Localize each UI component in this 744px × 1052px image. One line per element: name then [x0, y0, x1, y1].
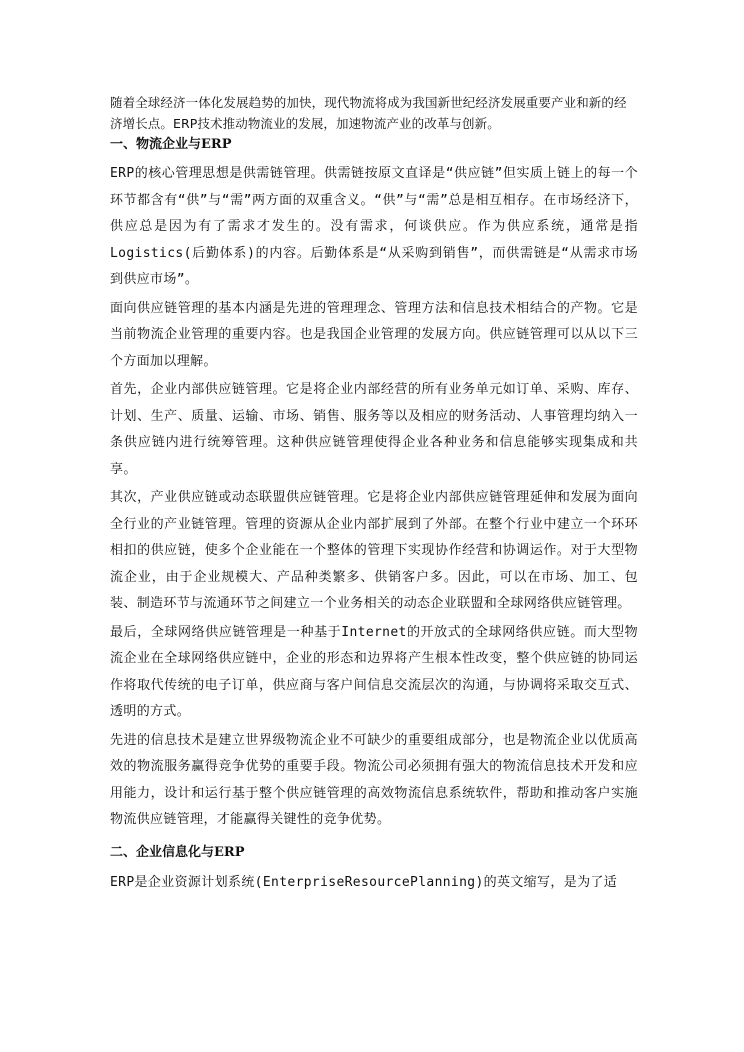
paragraph-industry-supply-chain: 其次，产业供应链或动态联盟供应链管理。它是将企业内部供应链管理延伸和发展为面向全行业的产业链管理。管理的资源从企业内部扩展到了外部。在整个行业中建立一个环环相扣的供应链，使多个企业能在一个整体的管理下实现协作经营和协调运作。对于大型物流企业，由于企业规模大、产品种类繁多、供销客户多。因此，可以在市场、加工、包装、制造环节与流通环节之间建立一个业务相关的动态企业联盟和全球网络供应链管理。	[110, 490, 638, 611]
paragraph-supply-chain-core: ERP的核心管理思想是供需链管理。供需链按原文直译是“供应链”但实质上链上的每一个环节都含有“供”与“需”两方面的双重含义。“供”与“需”总是相互相存。在市场经济下，供应总是因为有了需求才发生的。没有需求，何谈供应。作为供应系统，通常是指Logistics(后勤体系)的内容。后勤体系是“从采购到销售”，而供需链是“从需求市场到供应市场”。	[110, 166, 638, 287]
paragraph-global-supply-chain: 最后，全球网络供应链管理是一种基于Internet的开放式的全球网络供应链。而大型物流企业在全球网络供应链中，企业的形态和边界将产生根本性改变，整个供应链的协同运作将取代传统的电子订单，供应商与客户间信息交流层次的沟通，与协调将采取交互式、透明的方式。	[110, 624, 638, 719]
paragraph-erp-definition: ERP是企业资源计划系统(EnterpriseResourcePlanning)的英文缩写，是为了适	[110, 874, 618, 890]
section-heading-informatization-erp: 二、企业信息化与ERP	[110, 844, 245, 860]
paragraph-internal-supply-chain: 首先，企业内部供应链管理。它是将企业内部经营的所有业务单元如订单、采购、库存、计划、生产、质量、运输、市场、销售、服务等以及相应的财务活动、人事管理均纳入一条供应链内进行统筹管理。这种供应链管理使得企业各种业务和信息能够实现集成和共享。	[110, 382, 638, 477]
paragraph-information-technology: 先进的信息技术是建立世界级物流企业不可缺少的重要组成部分，也是物流企业以优质高效的物流服务赢得竞争优势的重要手段。物流公司必须拥有强大的物流信息技术开发和应用能力，设计和运行基于整个供应链管理的高效物流信息系统软件，帮助和推动客户实施物流供应链管理，才能赢得关键性的竞争优势。	[110, 732, 638, 827]
section-heading-logistics-erp: 一、物流企业与ERP	[110, 137, 232, 152]
intro-paragraph: 随着全球经济一体化发展趋势的加快，现代物流将成为我国新世纪经济发展重要产业和新的经济增长点。ERP技术推动物流业的发展，加速物流产业的改革与创新。	[110, 95, 627, 131]
document-page	[110, 92, 638, 898]
paragraph-supply-chain-meaning: 面向供应链管理的基本内涵是先进的管理理念、管理方法和信息技术相结合的产物。它是当前物流企业管理的重要内容。也是我国企业管理的发展方向。供应链管理可以从以下三个方面加以理解。	[110, 300, 638, 369]
